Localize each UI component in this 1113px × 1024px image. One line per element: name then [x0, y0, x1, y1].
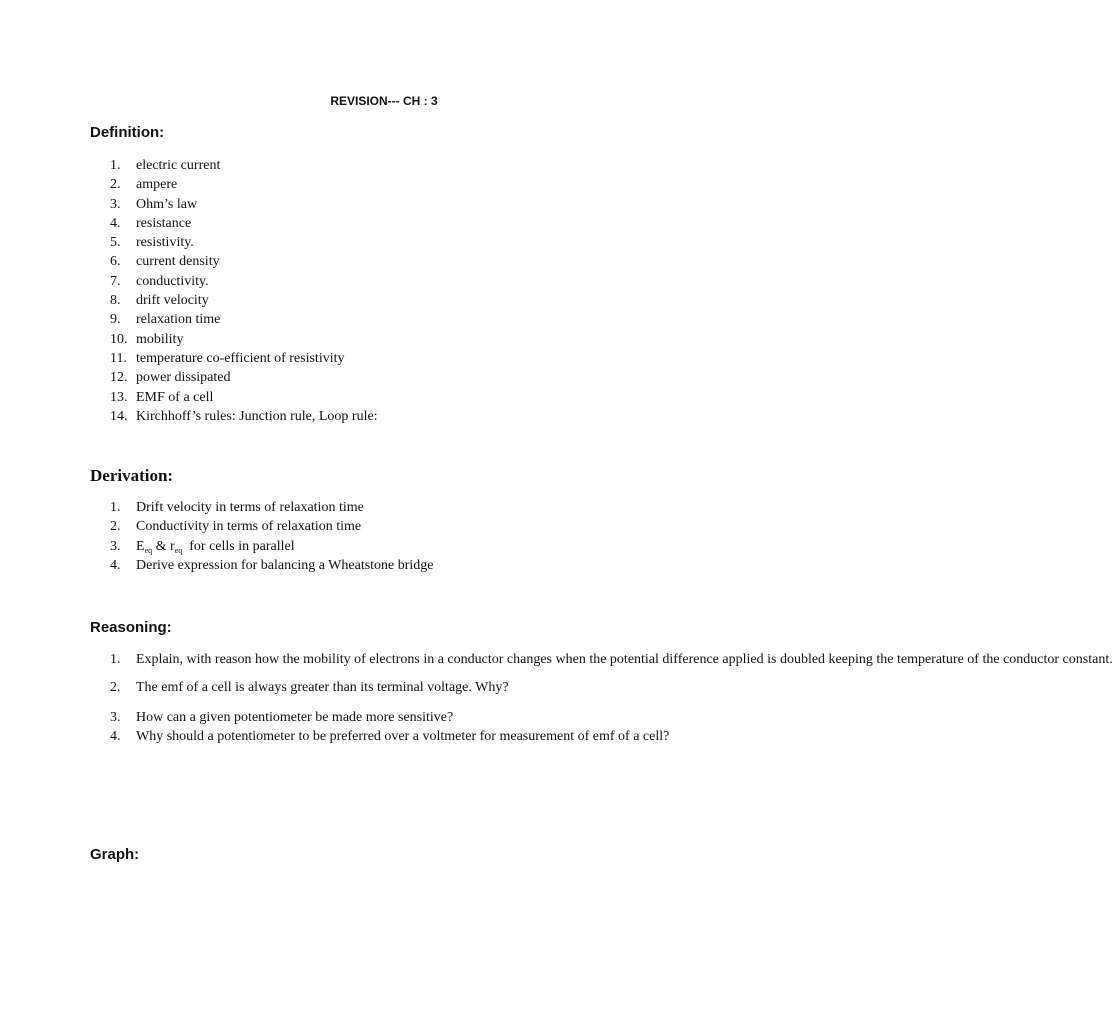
list-item: 4. Derive expression for balancing a Wheatstone bridge [110, 557, 434, 573]
list-item: 13. EMF of a cell [110, 389, 214, 405]
reasoning-heading: Reasoning: [90, 619, 172, 636]
list-item: 3. How can a given potentiometer be made more sensitive? [110, 709, 454, 725]
list-item: 3. $E_{eq}$ & $r_{eq}$ for cells in parallel [110, 538, 295, 555]
list-item: 8. drift velocity [110, 293, 209, 309]
definition-list [0, 156, 378, 426]
list-item: 4. resistance [110, 215, 192, 231]
reasoning-list [0, 650, 1113, 746]
list-item: 10. mobility [110, 331, 184, 347]
list-item: 2. The emf of a cell is always greater than its terminal voltage. Why? [110, 680, 509, 696]
list-item: 2. Conductivity in terms of relaxation time [110, 519, 362, 535]
definition-heading: Definition: [90, 124, 165, 141]
page-title: REVISION--- CH : 3 [330, 94, 438, 108]
list-item: 2. ampere [110, 177, 178, 193]
eeq-symbol: $E_{eq}$ [136, 538, 153, 555]
list-item: 9. relaxation time [110, 312, 221, 328]
list-item: 11. temperature co-efficient of resistivity [110, 350, 345, 366]
list-item: 7. conductivity. [110, 273, 209, 289]
list-item: 4. Why should a potentiometer to be preferred over a voltmeter for measurement of emf of a cell? [110, 728, 670, 744]
graph-heading: Graph: [90, 846, 140, 863]
derivation-list [0, 498, 434, 575]
list-item: 1. electric current [110, 158, 221, 173]
list-item: 1. Explain, with reason how the mobility of electrons in a conductor changes when the potential difference applied is doubled keeping the temperature of the conductor constant. [110, 652, 1113, 667]
list-item: 6. current density [110, 254, 220, 270]
list-item: 14. Kirchhoff’s rules: Junction rule, Loop rule: [110, 408, 378, 424]
derivation-heading: Derivation: [90, 466, 174, 485]
list-item: 5. resistivity. [110, 235, 194, 251]
req-symbol: $r_{eq}$ [170, 538, 183, 555]
list-item: 12. power dissipated [110, 370, 231, 386]
list-item: 1. Drift velocity in terms of relaxation time [110, 500, 364, 515]
list-item: 3. Ohm’s law [110, 196, 198, 212]
